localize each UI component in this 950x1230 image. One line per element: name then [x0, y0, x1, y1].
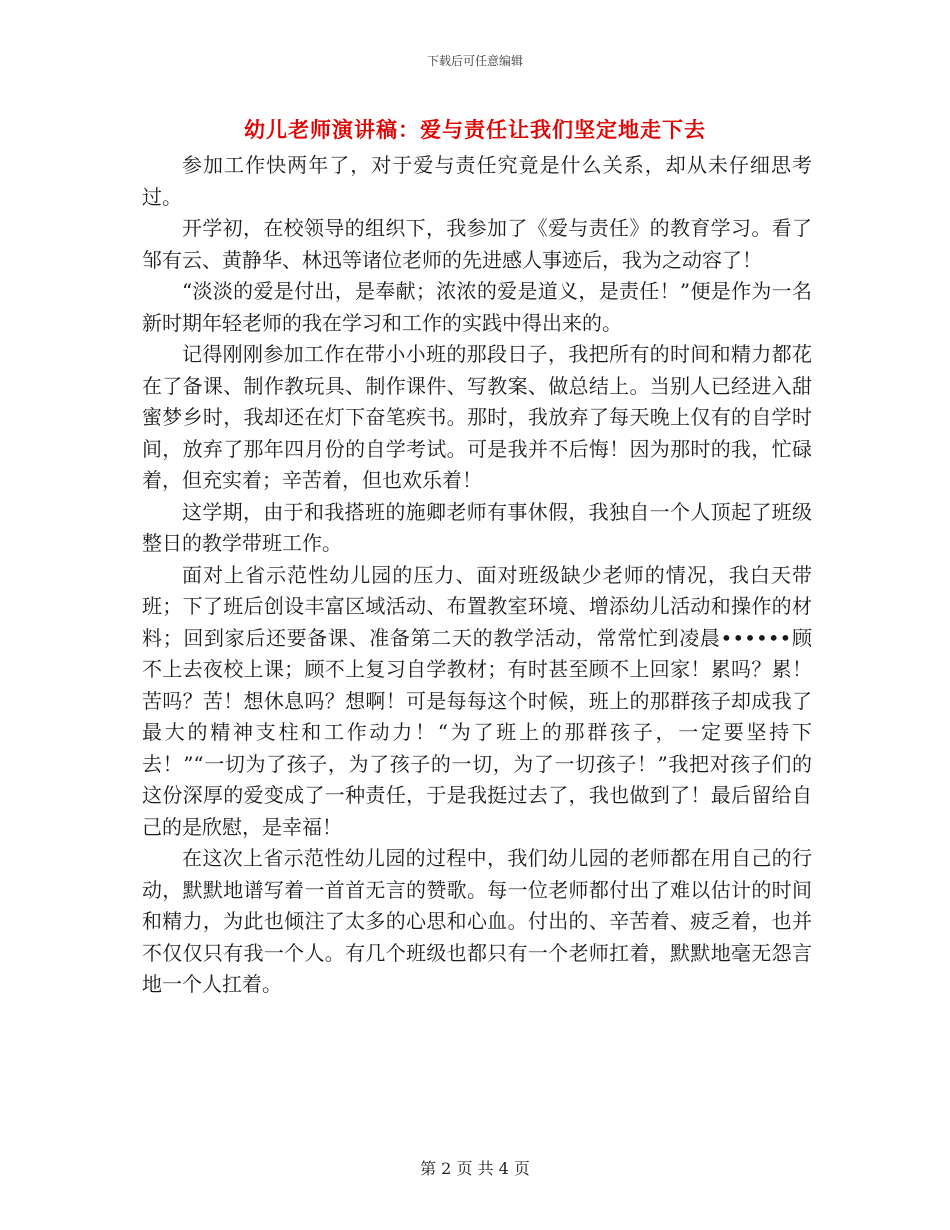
header-note: 下载后可任意编辑 [426, 54, 523, 68]
paragraph: 这学期，由于和我搭班的施卿老师有事休假，我独自一个人顶起了班级整日的教学带班工作。 [142, 499, 812, 555]
paragraph: 记得刚刚参加工作在带小小班的那段日子，我把所有的时间和精力都花在了备课、制作教玩具、制作课件、写教案、做总结上。当别人已经进入甜蜜梦乡时，我却还在灯下奋笔疾书。那时，我放弃了每天晚上仅有的自学时间，放弃了那年四月份的自学考试。可是我并不后悔！因为那时的我，忙碌着，但充实着；辛苦着，但也欢乐着！ [142, 342, 812, 492]
paragraph: 开学初，在校领导的组织下，我参加了《爱与责任》的教育学习。看了邹有云、黄静华、林迅等诸位老师的先进感人事迹后，我为之动容了！ [142, 216, 812, 272]
document-title: 幼儿老师演讲稿：爱与责任让我们坚定地走下去 [244, 118, 706, 142]
paragraph: 面对上省示范性幼儿园的压力、面对班级缺少老师的情况，我白天带班；下了班后创设丰富区域活动、布置教室环境、增添幼儿活动和操作的材料；回到家后还要备课、准备第二天的教学活动，常常忙到凌晨••••••顾不上去夜校上课；顾不上复习自学教材；有时甚至顾不上回家！累吗？累！苦吗？苦！想休息吗？想啊！可是每每这个时候，班上的那群孩子却成我了最大的精神支柱和工作动力！“为了班上的那群孩子，一定要坚持下去！”“一切为了孩子，为了孩子的一切，为了一切孩子！”我把对孩子们的这份深厚的爱变成了一种责任，于是我挺过去了，我也做到了！最后留给自己的是欣慰，是幸福！ [142, 562, 812, 839]
paragraph: 在这次上省示范性幼儿园的过程中，我们幼儿园的老师都在用自己的行动，默默地谱写着一首首无言的赞歌。每一位老师都付出了难以估计的时间和精力，为此也倾注了太多的心思和心血。付出的、辛苦着、疲乏着，也并不仅仅只有我一个人。有几个班级也都只有一个老师扛着，默默地毫无怨言地一个人扛着。 [142, 846, 812, 996]
paragraph: 参加工作快两年了，对于爱与责任究竟是什么关系，却从未仔细思考过。 [142, 153, 812, 209]
document-body [142, 150, 812, 1001]
page-number: 第 2 页 共 4 页 [420, 1159, 530, 1178]
paragraph: “淡淡的爱是付出，是奉献；浓浓的爱是道义，是责任！”便是作为一名新时期年轻老师的我在学习和工作的实践中得出来的。 [142, 279, 812, 335]
